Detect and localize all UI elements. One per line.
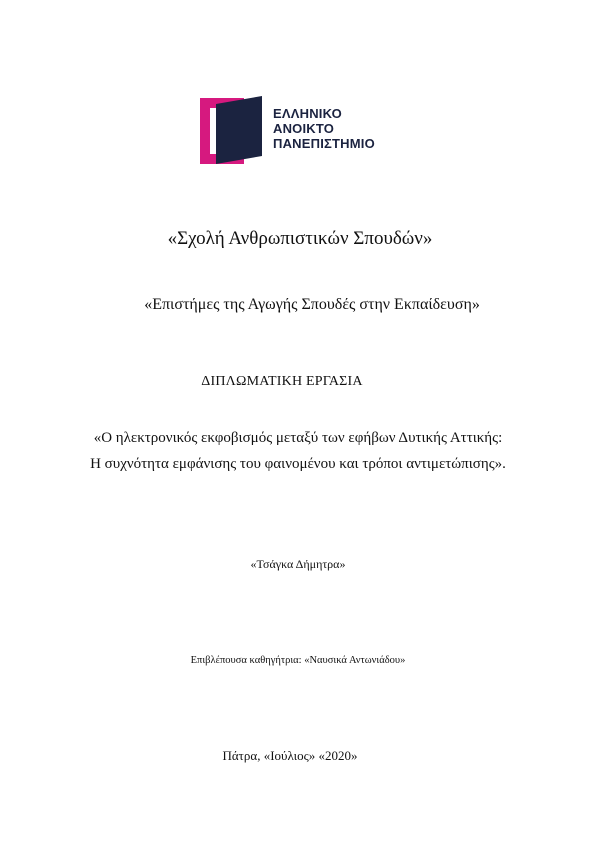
supervisor-line: Επιβλέπουσα καθηγήτρια: «Ναυσικά Αντωνιάδου»	[190, 655, 406, 666]
place-and-date: Πάτρα, «Ιούλιος» «2020»	[222, 748, 358, 763]
thesis-title-line-2: Η συχνότητα εμφάνισης του φαινομένου και τρόποι αντιμετώπισης».	[90, 456, 506, 472]
school-name: «Σχολή Ανθρωπιστικών Σπουδών»	[167, 228, 433, 249]
thesis-label: ΔΙΠΛΩΜΑΤΙΚΗ ΕΡΓΑΣΙΑ	[201, 374, 363, 389]
logo-mark-icon	[200, 96, 270, 168]
thesis-title-line-1: «Ο ηλεκτρονικός εκφοβισμός μεταξύ των εφήβων Δυτικής Αττικής:	[93, 430, 503, 446]
logo-line-2: ΑΝΟΙΚΤΟ	[273, 121, 335, 136]
university-logo	[200, 96, 390, 168]
logo-line-1: ΕΛΛΗΝΙΚΟ	[273, 106, 342, 121]
author-name: «Τσάγκα Δήμητρα»	[250, 557, 346, 571]
logo-line-3: ΠΑΝΕΠΙΣΤΗΜΙΟ	[273, 136, 375, 151]
program-name: «Επιστήμες της Αγωγής Σπουδές στην Εκπαίδευση»	[144, 296, 480, 313]
logo-wordmark	[273, 106, 375, 151]
